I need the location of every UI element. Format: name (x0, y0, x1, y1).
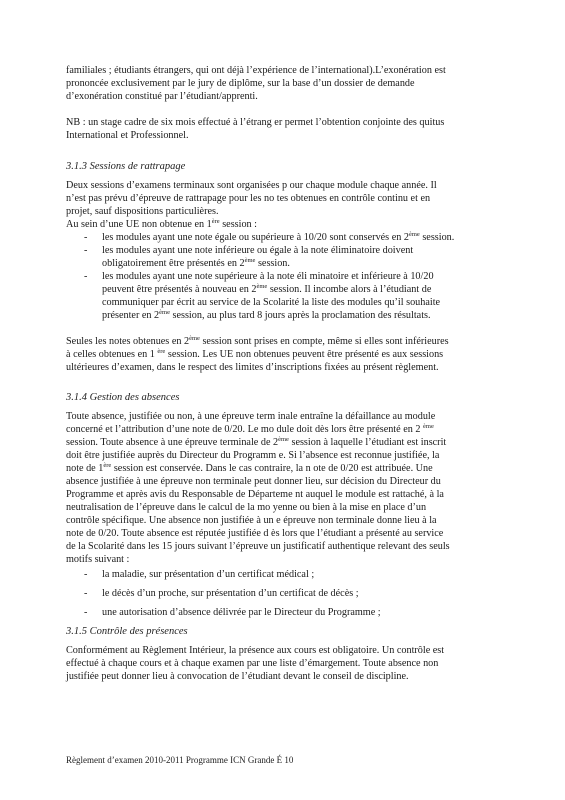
paragraph-line: Conformément au Règlement Intérieur, la présence aux cours est obligatoire. Un contrôle est (66, 645, 445, 656)
intro-line: d’exonération constitué par l’étudiant/apprenti. (66, 91, 258, 102)
section-3-1-3 (66, 160, 504, 374)
bullet-list (66, 231, 504, 322)
paragraph-line: concerné et l’attribution d’une note de 0/20. Le mo dule doit dès lors être présenté en 2 $^{ème}$ (66, 423, 434, 435)
paragraph-line: contrôle spécifique. Une absence non justifiée à un e épreuve non terminale donne lieu à la (66, 515, 437, 526)
paragraph-line: note de 1ère session est conservée. Dans le cas contraire, la n ote de 0/20 est attribuée. Une (66, 462, 433, 474)
nb-line: NB : un stage cadre de six mois effectué à l’étrang er permet l’obtention conjointe des quitus (66, 117, 445, 128)
intro-section (66, 64, 504, 142)
paragraph-line: doit être justifiée auprès du Directeur du Programm e. Si l’absence est reconnue justifiée, la (66, 450, 440, 461)
paragraph-line: Programme et après avis du Responsable de Départeme nt auquel le module est rattaché, à la (66, 489, 444, 500)
section-title: 3.1.3 Sessions de rattrapage (66, 161, 186, 172)
paragraph-line: projet, sauf dispositions particulières. (66, 206, 219, 217)
paragraph-line: Seules les notes obtenues en 2ème session sont prises en compte, même si elles sont inférieures (66, 335, 449, 347)
paragraph-line: Au sein d’une UE non obtenue en 1ère session : (66, 218, 258, 230)
list-item: - les modules ayant une note supérieure à la note éli minatoire et inférieure à 10/20 peuvent être présentés à nouveau en 2ème session. Il incombe alors à l’étudiant de communiquer par écrit au service de la Scolarité la liste des modules qu’il souhaite présenter en 2ème session, au plus tard 8 jours après la proclamation des résultats. (84, 271, 441, 321)
page-footer: Règlement d’examen 2010-2011 Programme ICN Grande É 10 (66, 755, 294, 765)
list-item: - le décès d’un proche, sur présentation d’un certificat de décès ; (84, 588, 359, 599)
section-title: 3.1.5 Contrôle des présences (66, 626, 188, 637)
section-3-1-4 (66, 391, 504, 619)
paragraph-line: session. Toute absence à une épreuve terminale de 2ème session à laquelle l’étudiant est inscrit (66, 436, 447, 448)
nb-line: International et Professionnel. (66, 130, 189, 141)
paragraph-line: de la Scolarité dans les 15 jours suivant l’épreuve un justificatif authentique relevant des seuls (66, 541, 450, 552)
list-item: - les modules ayant une note inférieure ou égale à la note éliminatoire doivent obligatoirement être présentés en 2ème session. (84, 245, 414, 269)
list-item: - une autorisation d’absence délivrée par le Directeur du Programme ; (84, 607, 381, 618)
list-item: - la maladie, sur présentation d’un certificat médical ; (84, 569, 315, 580)
paragraph-line: ultérieures d’examen, dans le respect des limites d’inscriptions fixées au présent règlement. (66, 362, 439, 373)
paragraph-line: effectué à chaque cours et à chaque examen par une liste d’émargement. Toute absence non (66, 658, 439, 669)
paragraph-line: justifiée peut donner lieu à convocation de l’étudiant devant le conseil de discipline. (66, 671, 409, 682)
paragraph-line: Toute absence, justifiée ou non, à une épreuve term inale entraîne la défaillance au module (66, 411, 436, 422)
section-3-1-5 (66, 625, 504, 683)
paragraph-line: motifs suivant : (66, 554, 130, 565)
section-title: 3.1.4 Gestion des absences (66, 392, 180, 403)
intro-line: familiales ; étudiants étrangers, qui ont déjà l’expérience de l’international).L’exonération est (66, 65, 446, 76)
list-item: - les modules ayant une note égale ou supérieure à 10/20 sont conservés en 2ème session. (84, 231, 455, 243)
paragraph-line: absence justifiée à une épreuve non terminale peut donner lieu, sur décision du Directeur du (66, 476, 441, 487)
paragraph-line: neutralisation de l’épreuve dans le calcul de la mo yenne ou bien à la mise en place d’un (66, 502, 427, 513)
intro-line: prononcée exclusivement par le jury de diplôme, sur la base d’un dossier de demande (66, 78, 415, 89)
bullet-list (66, 568, 504, 619)
paragraph-line: Deux sessions d’examens terminaux sont organisées p our chaque module chaque année. Il (66, 180, 437, 191)
paragraph-line: note de 0/20. Toute absence est réputée justifiée d ès lors que l’étudiant a présenté au service (66, 528, 444, 539)
paragraph-line: à celles obtenues en 1 $^{ère}$ session. Les UE non obtenues peuvent être présenté es aux sessions (66, 348, 444, 360)
paragraph-line: n’est pas prévu d’épreuve de rattrapage pour les no tes obtenues en contrôle continu et en (66, 193, 431, 204)
